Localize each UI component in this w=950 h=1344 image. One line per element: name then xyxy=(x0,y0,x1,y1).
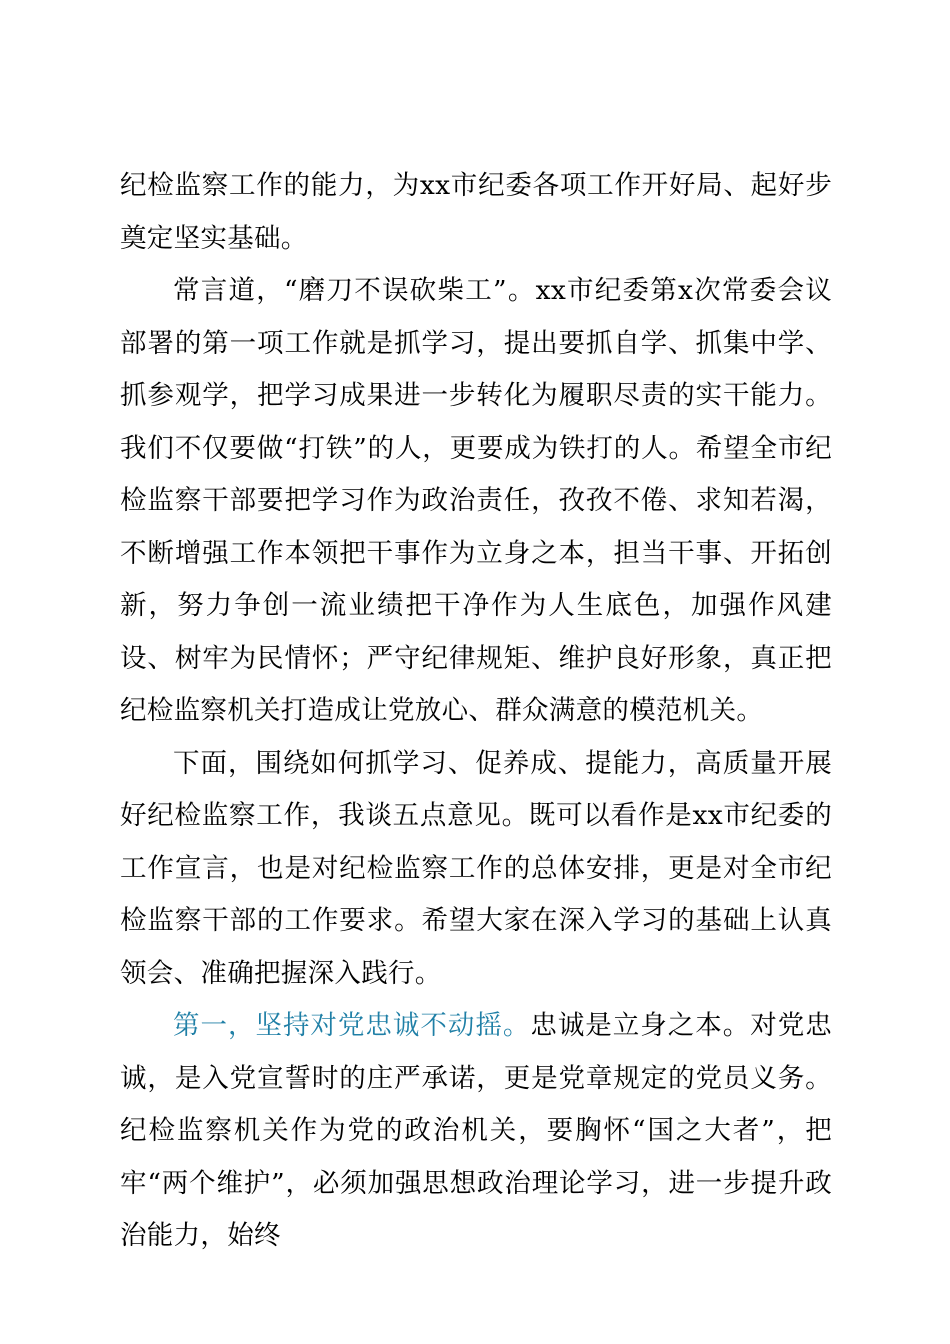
paragraph-4-body: 忠诚是立身之本。对党忠诚，是入党宣誓时的庄严承诺，更是党章规定的党员义务。纪检监察机关作为党的政治机关，要胸怀“国之大者”，把牢“两个维护”，必须加强思想政治理论学习，进一步提升政治能力，始终 xyxy=(120,1010,832,1251)
paragraph-2: 常言道，“磨刀不误砍柴工”。xx市纪委第x次常委会议部署的第一项工作就是抓学习，提出要抓自学、抓集中学、抓参观学，把学习成果进一步转化为履职尽责的实干能力。我们不仅要做“打铁”的人，更要成为铁打的人。希望全市纪检监察干部要把学习作为政治责任，孜孜不倦、求知若渴，不断增强工作本领把干事作为立身之本，担当干事、开拓创新，努力争创一流业绩把干净作为人生底色，加强作风建设、树牢为民情怀；严守纪律规矩、维护良好形象，真正把纪检监察机关打造成让党放心、群众满意的模范机关。 xyxy=(120,275,832,726)
paragraph-4 xyxy=(120,1000,832,1263)
document-body xyxy=(120,160,832,1263)
section-heading-first: 第一，坚持对党忠诚不动摇。 xyxy=(173,1010,531,1041)
paragraph-3: 下面，围绕如何抓学习、促养成、提能力，高质量开展好纪检监察工作，我谈五点意见。既可以看作是xx市纪委的工作宣言，也是对纪检监察工作的总体安排，更是对全市纪检监察干部的工作要求。希望大家在深入学习的基础上认真领会、准确把握深入践行。 xyxy=(120,747,832,989)
paragraph-1: 纪检监察工作的能力，为xx市纪委各项工作开好局、起好步奠定坚实基础。 xyxy=(120,170,832,254)
